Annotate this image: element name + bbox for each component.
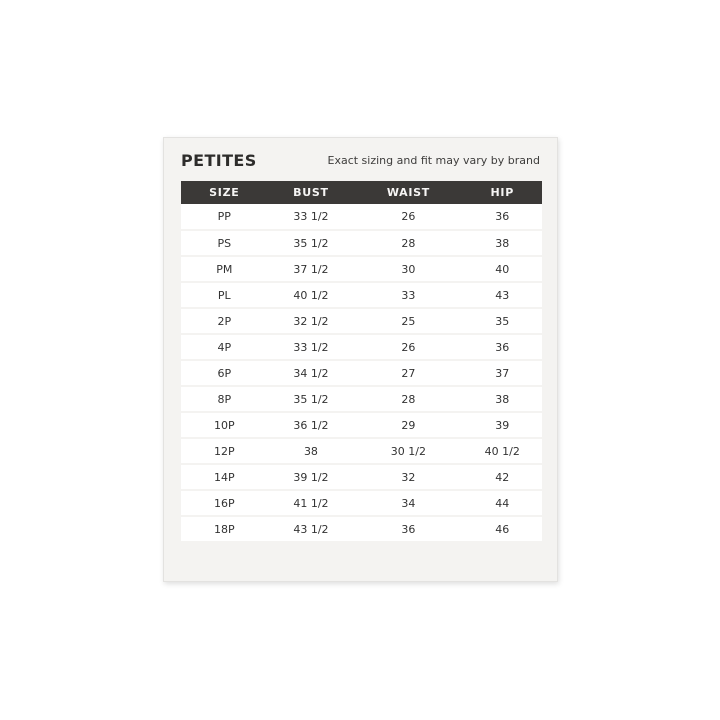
cell-bust: 34 1/2 <box>268 360 355 386</box>
cell-waist: 27 <box>354 360 462 386</box>
table-row <box>181 386 542 412</box>
table-header <box>181 181 542 204</box>
cell-waist: 28 <box>354 386 462 412</box>
cell-size: PL <box>181 282 268 308</box>
cell-waist: 33 <box>354 282 462 308</box>
cell-hip: 40 1/2 <box>463 438 542 464</box>
size-chart-disclaimer: Exact sizing and fit may vary by brand <box>327 154 540 167</box>
cell-hip: 40 <box>463 256 542 282</box>
cell-hip: 35 <box>463 308 542 334</box>
table-row <box>181 204 542 230</box>
cell-bust: 39 1/2 <box>268 464 355 490</box>
cell-waist: 26 <box>354 204 462 230</box>
cell-bust: 43 1/2 <box>268 516 355 542</box>
cell-size: PM <box>181 256 268 282</box>
table-header-row <box>181 181 542 204</box>
cell-bust: 33 1/2 <box>268 334 355 360</box>
cell-size: 10P <box>181 412 268 438</box>
size-chart-title: PETITES <box>181 151 257 170</box>
cell-waist: 26 <box>354 334 462 360</box>
cell-waist: 34 <box>354 490 462 516</box>
cell-waist: 36 <box>354 516 462 542</box>
cell-size: 16P <box>181 490 268 516</box>
column-header-waist: WAIST <box>354 181 462 204</box>
cell-waist: 25 <box>354 308 462 334</box>
cell-waist: 32 <box>354 464 462 490</box>
cell-hip: 38 <box>463 386 542 412</box>
cell-hip: 42 <box>463 464 542 490</box>
cell-size: 14P <box>181 464 268 490</box>
column-header-hip: HIP <box>463 181 542 204</box>
column-header-bust: BUST <box>268 181 355 204</box>
column-header-size: SIZE <box>181 181 268 204</box>
cell-hip: 43 <box>463 282 542 308</box>
cell-size: 4P <box>181 334 268 360</box>
cell-hip: 44 <box>463 490 542 516</box>
cell-size: 8P <box>181 386 268 412</box>
table-row <box>181 334 542 360</box>
size-chart-card <box>163 137 558 582</box>
cell-size: 2P <box>181 308 268 334</box>
cell-bust: 33 1/2 <box>268 204 355 230</box>
cell-hip: 38 <box>463 230 542 256</box>
table-row <box>181 360 542 386</box>
cell-size: 18P <box>181 516 268 542</box>
table-row <box>181 282 542 308</box>
cell-waist: 30 <box>354 256 462 282</box>
cell-waist: 29 <box>354 412 462 438</box>
table-row <box>181 438 542 464</box>
cell-size: PP <box>181 204 268 230</box>
cell-bust: 32 1/2 <box>268 308 355 334</box>
cell-size: 12P <box>181 438 268 464</box>
cell-bust: 40 1/2 <box>268 282 355 308</box>
table-row <box>181 464 542 490</box>
cell-hip: 39 <box>463 412 542 438</box>
cell-hip: 46 <box>463 516 542 542</box>
table-row <box>181 256 542 282</box>
cell-waist: 30 1/2 <box>354 438 462 464</box>
cell-bust: 37 1/2 <box>268 256 355 282</box>
cell-hip: 37 <box>463 360 542 386</box>
card-header <box>164 138 557 181</box>
table-row <box>181 412 542 438</box>
cell-size: PS <box>181 230 268 256</box>
cell-bust: 41 1/2 <box>268 490 355 516</box>
table-row <box>181 490 542 516</box>
cell-waist: 28 <box>354 230 462 256</box>
cell-bust: 38 <box>268 438 355 464</box>
table-row <box>181 230 542 256</box>
table-row <box>181 308 542 334</box>
cell-hip: 36 <box>463 334 542 360</box>
table-row <box>181 516 542 542</box>
cell-size: 6P <box>181 360 268 386</box>
cell-bust: 35 1/2 <box>268 230 355 256</box>
cell-bust: 35 1/2 <box>268 386 355 412</box>
size-chart-table <box>181 181 542 543</box>
table-body <box>181 204 542 542</box>
cell-bust: 36 1/2 <box>268 412 355 438</box>
cell-hip: 36 <box>463 204 542 230</box>
